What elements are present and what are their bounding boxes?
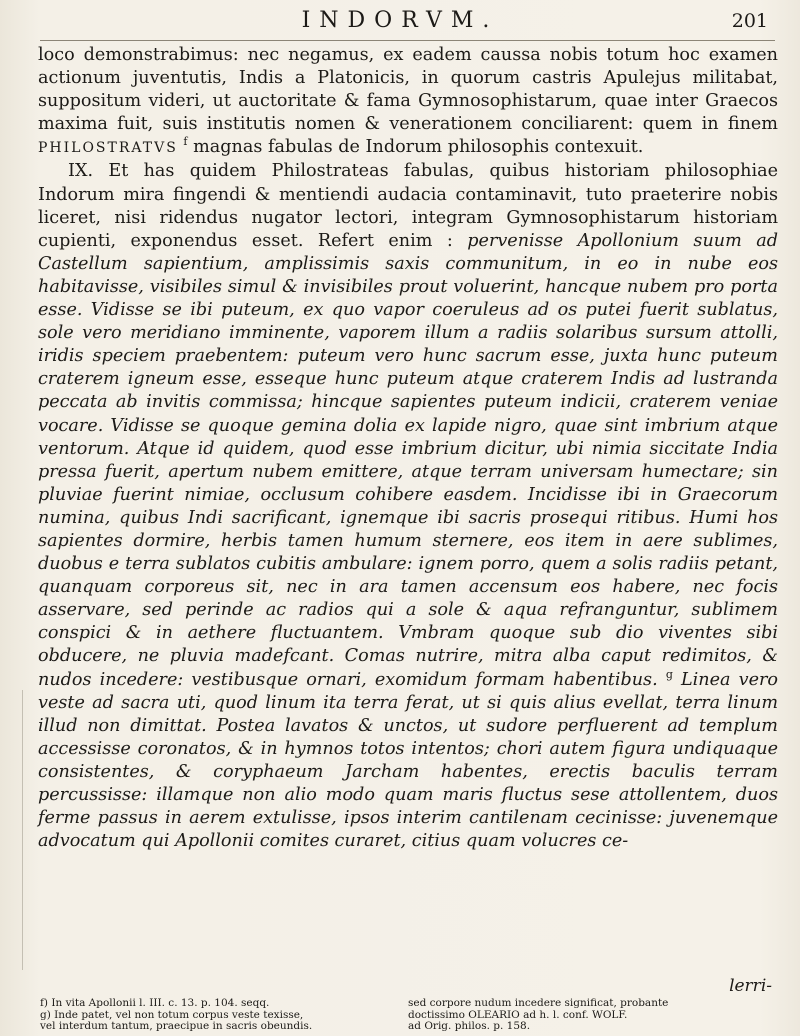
footnotes-right-column: [408, 998, 763, 1010]
page-header: [0, 8, 800, 36]
header-rule: [40, 40, 775, 41]
footnote-f-continued: sed corpore nudum incedere significat, probante: [408, 997, 669, 1009]
page-number: 201: [731, 10, 768, 32]
footnote-ref-g: g: [665, 667, 673, 681]
footnote-ref-f: f: [183, 135, 188, 149]
paragraph-2-quote-continued: Linea vero veste ad sacra uti, quod linum ita terra ferat, ut si quis alius evellat, terra linum illud non dimittat. Postea lavatos & unctos, ut sudore perfluerent ad templum accessisse coronatos, & in hymnos totos intentos; chori autem figura undiquaque consistentes, & coryphaeum Jarcham habentes, erectis baculis terram percussisse: illamque non alio modo quam maris fluctus sese attollentem, duos ferme passus in aerem extulisse, ipsos interim cantilenam cecinisse: juvenemque advocatum qui Apollonii comites curaret, citius quam volucres ce-: [38, 669, 778, 852]
footnotes-left-column: [40, 998, 395, 1010]
footer-line: [40, 1025, 780, 1036]
paragraph-2-start: IX. Et has quidem Philostrateas fabulas, quibus historiam philosophiae Indorum mira fingendi & mentiendi audacia contaminavit, tuto praeterire nobis liceret, nisi ridendus nugator lectori, integram Gymnosophistarum historiam cupienti, exponendus esset. Refert enim :: [38, 161, 778, 251]
running-title: INDORVM.: [301, 8, 499, 33]
paragraph-1-end: magnas fabulas de Indorum philosophis contexuit.: [193, 137, 644, 158]
footnote-g-line-2: vel interdum tantum, praecipue in sacris obeundis.: [40, 1020, 313, 1032]
catchword: lerri-: [729, 976, 772, 996]
paragraph-2-quote: pervenisse Apollonium suum ad Castellum sapientium, amplissimis saxis communitum, in eo in nube eos habitavisse, visibiles simul & invisibiles prout voluerint, hancque nubem pro porta esse. Vidisse se ibi puteum, ex quo vapor coeruleus ad os putei fuerit sublatus, sole vero meridiano imminente, vaporem illum a radiis solaribus sursum attolli, iridis speciem praebentem: puteum vero hunc sacrum esse, juxta hunc puteum craterem igneum esse, esseque hunc puteum atque craterem Indis ad lustranda peccata ab invitis commissa; hincque sapientes puteum indicii, craterem veniae vocare. Vidisse se quoque gemina dolia ex lapide nigro, quae sint imbrium atque ventorum. Atque id quidem, quod esse imbrium dicitur, ubi nimia siccitate India pressa fuerit, apertum nubem emittere, atque terram universam humectare; sin pluviae fuerint nimiae, occlusum cohibere easdem. Incidisse ibi in Graecorum numina, quibus Indi sacrificant, ignemque ibi sacris prosequi ritibus. Humi hos sapientes dormire, herbis tamen humum sternere, eos item in aere sublimes, duobus e terra sublatos cubitis ambulare: ignem porro, quem a solis radiis petant, quanquam corporeus sit, nec in ara tamen accensum eos habere, nec focis asservare, sed perinde ac radios qui a sole & aqua refranguntur, sublimem conspici & in aethere fluctuantem. Vmbram quoque sub dio viventes sibi obducere, ne pluvia madefcant. Comas nutrire, mitra alba caput redimitos, & nudos incedere: vestibusque ornari, exomidum formam habentibus.: [38, 230, 778, 690]
paragraph-1-text: loco demonstrabimus: nec negamus, ex eadem caussa nobis totum hoc examen actionum juventutis, Indis a Platonicis, in quorum castris Apulejus militabat, suppositum videri, ut auctoritate & fama Gymnosophistarum, quae inter Graecos maxima fuit, suis institutis nomen & venerationem conciliarent: quem in finem: [38, 45, 778, 135]
paragraph-2: [38, 160, 778, 853]
footnote-g-line-1: g) Inde patet, vel non totum corpus veste texisse,: [40, 1009, 304, 1021]
margin-bracket: [22, 690, 29, 970]
footnote-f: f) In vita Apollonii l. III. c. 13. p. 104. seqq.: [40, 997, 270, 1009]
footnote-g-line-2-right: doctissimo OLEARIO ad h. l. conf. WOLF.: [408, 1009, 628, 1021]
main-text: [38, 44, 778, 853]
author-name: PHILOSTRATVS: [38, 140, 178, 157]
footnote-g-line-3-right: ad Orig. philos. p. 158.: [408, 1020, 531, 1032]
paragraph-1: [38, 44, 778, 160]
